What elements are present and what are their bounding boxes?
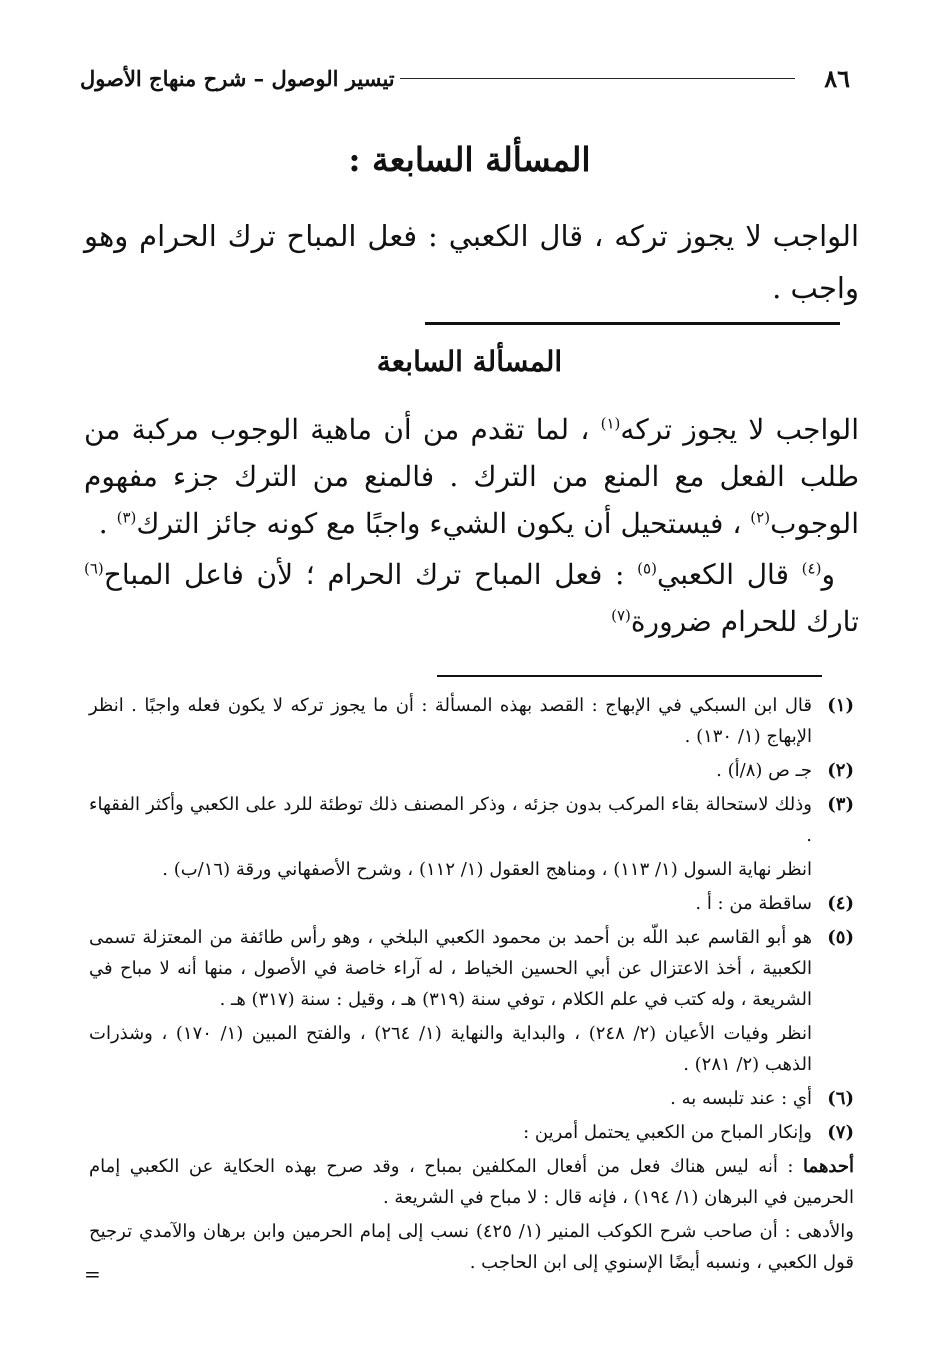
footnote-3 (89, 789, 854, 851)
footnote-number: (٢) (827, 760, 854, 781)
footnote-divider (437, 675, 822, 677)
footnote-7 (89, 1117, 854, 1148)
sharh-p2-part-c: : فعل المباح ترك الحرام ؛ لأن فاعل المباح (103, 558, 638, 591)
footnote-ref-4[interactable]: (٤) (801, 559, 822, 578)
footnote-1 (89, 690, 854, 752)
footnote-ref-2[interactable]: (٢) (750, 508, 771, 527)
footnote-text: وإنكار المباح من الكعبي يحتمل أمرين : (523, 1122, 812, 1143)
footnote-ref-6[interactable]: (٦) (84, 559, 104, 578)
footnote-5 (89, 922, 854, 1015)
continuation-mark: = (84, 1262, 101, 1286)
footnote-7-second-label: والأدهى (797, 1221, 854, 1242)
sharh-text (84, 406, 859, 645)
footnote-number: (٣) (827, 794, 854, 815)
sharh-p2-part-b: قال الكعبي (656, 558, 802, 591)
page-header (80, 64, 850, 104)
footnote-number: (٥) (827, 927, 854, 948)
sharh-p1-part-b: ، لما تقدم من أن ماهية الوجوب مركبة من طلب الفعل مع المنع من الترك . فالمنع من الترك جزء مفهوم الوجوب (84, 413, 859, 540)
sharh-paragraph-2 (84, 551, 859, 645)
footnote-number: (١) (827, 695, 854, 716)
footnote-text: أي : عند تلبسه به . (670, 1088, 812, 1109)
footnote-7-second-text: : أن صاحب شرح الكوكب المنير (١/ ٤٢٥) نسب إلى إمام الحرمين وابن برهان والآمدي ترجيح قول الكعبي ، ونسبه أيضًا الإسنوي إلى ابن الحاجب . (89, 1221, 854, 1273)
running-title: تيسير الوصول – شرح منهاج الأصول (80, 66, 395, 91)
footnote-2 (89, 755, 854, 786)
matn-divider (425, 322, 840, 325)
footnote-ref-1[interactable]: (١) (600, 414, 621, 433)
footnote-text: قال ابن السبكي في الإبهاج : القصد بهذه المسألة : أن ما يجوز تركه لا يكون فعله واجبًا . انظر الإبهاج (١/ ١٣٠) . (89, 695, 812, 747)
footnote-text: ساقطة من : أ . (695, 893, 812, 914)
footnote-5-references: انظر وفيات الأعيان (٢/ ٢٤٨) ، والبداية والنهاية (١/ ٢٦٤) ، والفتح المبين (١/ ١٧٠) ، وشذرات الذهب (٢/ ٢٨١) . (89, 1023, 812, 1075)
footnote-7-first-possibility (89, 1151, 854, 1213)
footnote-number: (٤) (827, 893, 854, 914)
footnote-ref-7[interactable]: (٧) (611, 606, 631, 625)
footnote-7-first-text: : أنه ليس هناك فعل من أفعال المكلفين بمباح ، وقد صرح بهذه الحكاية عن الكعبي إمام الحرمين في البرهان (١/ ١٩٤) ، فإنه قال : لا مباح في الشريعة . (89, 1156, 854, 1208)
sharh-p2-part-a: و (821, 558, 835, 591)
footnote-text: هو أبو القاسم عبد اللّه بن أحمد بن محمود الكعبي البلخي ، وهو رأس طائفة من المعتزلة تسمى الكعبية ، أخذ الاعتزال عن أبي الحسين الخياط ، له آراء خاصة في الأصول ، منها أنه لا مباح في الشريعة ، وله كتب في علم الكلام ، توفي سنة (٣١٩) هـ ، وقيل : سنة (٣١٧) هـ . (89, 927, 812, 1010)
footnote-7-first-label: أحدهما (803, 1156, 855, 1177)
footnote-3-references: انظر نهاية السول (١/ ١١٣) ، ومناهج العقول (١/ ١١٢) ، وشرح الأصفهاني ورقة (١٦/ب) . (162, 859, 812, 880)
sharh-p1-part-a: الواجب لا يجوز تركه (620, 413, 859, 446)
footnote-number: (٧) (827, 1122, 854, 1143)
page-number: ٨٦ (824, 64, 850, 93)
matn-heading: المسألة السابعة : (348, 140, 591, 179)
footnote-text: وذلك لاستحالة بقاء المركب بدون جزئه ، وذكر المصنف ذلك توطئة للرد على الكعبي وأكثر الفقهاء . (89, 794, 812, 846)
sharh-p1-part-c: ، فيستحيل أن يكون الشيء واجبًا مع كونه جائز الترك (136, 507, 751, 540)
footnote-6 (89, 1083, 854, 1114)
footnote-7-second-possibility (89, 1216, 854, 1278)
sharh-paragraph-1 (84, 406, 859, 547)
matn-text: الواجب لا يجوز تركه ، قال الكعبي : فعل المباح ترك الحرام وهو واجب . (84, 219, 859, 305)
footnote-ref-3[interactable]: (٣) (116, 508, 137, 527)
header-rule (400, 78, 795, 79)
footnotes (89, 690, 854, 1281)
footnote-4 (89, 888, 854, 919)
sharh-p1-part-d: . (98, 507, 117, 540)
sharh-heading: المسألة السابعة (376, 345, 563, 378)
footnote-text: جـ ص (٨/أ) . (716, 760, 812, 781)
footnote-ref-5[interactable]: (٥) (637, 559, 657, 578)
footnote-number: (٦) (827, 1088, 854, 1109)
sharh-p2-part-d: تارك للحرام ضرورة (630, 605, 859, 638)
